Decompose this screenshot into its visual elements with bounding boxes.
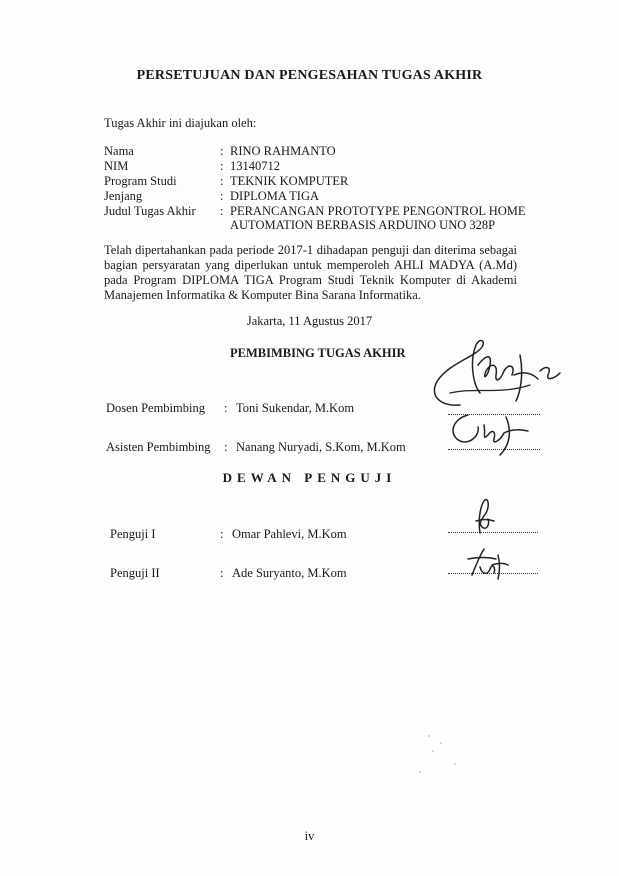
field-value: PERANCANGAN PROTOTYPE PENGONTROL HOME AUTOMATION BERBASIS ARDUINO UNO 328P (230, 204, 526, 232)
signature-dosen-pembimbing (420, 335, 570, 415)
asisten-pembimbing-row (106, 440, 406, 455)
field-value: DIPLOMA TIGA (230, 189, 320, 203)
person-name: Toni Sukendar, M.Kom (236, 401, 355, 415)
paper-speck (419, 771, 421, 773)
field-row-program-studi (104, 174, 550, 189)
field-row-nim (104, 159, 550, 174)
field-colon: : (220, 174, 224, 188)
field-label: Judul Tugas Akhir (104, 204, 196, 218)
approval-paragraph: Telah dipertahankan pada periode 2017-1 dihadapan penguji dan diterima sebagai bagian persyaratan yang diperlukan untuk memperoleh AHLI MADYA (A.Md) pada Program DIPLOMA TIGA Program Studi Teknik Komputer di Akademi Manajemen Informatika & Komputer Bina Sarana Informatika. (104, 243, 517, 302)
field-label: Nama (104, 144, 134, 158)
role-colon: : (224, 440, 228, 454)
role-label: Asisten Pembimbing (106, 440, 211, 454)
intro-text: Tugas Akhir ini diajukan oleh: (104, 116, 257, 130)
role-label: Dosen Pembimbing (106, 401, 205, 415)
signature-asisten-pembimbing (440, 405, 540, 460)
role-colon: : (224, 401, 228, 415)
dewan-penguji-heading: DEWAN PENGUJI (222, 470, 397, 485)
person-name: Ade Suryanto, M.Kom (232, 566, 347, 580)
paper-speck (428, 735, 430, 737)
field-row-jenjang (104, 189, 550, 204)
field-value: TEKNIK KOMPUTER (230, 174, 349, 188)
person-name: Omar Pahlevi, M.Kom (232, 527, 347, 541)
role-label: Penguji II (110, 566, 160, 580)
field-colon: : (220, 189, 224, 203)
signature-penguji-1 (468, 497, 498, 537)
paper-speck (454, 763, 456, 765)
role-label: Penguji I (110, 527, 156, 541)
page-title: PERSETUJUAN DAN PENGESAHAN TUGAS AKHIR (136, 68, 483, 83)
field-value: 13140712 (230, 159, 280, 173)
field-colon: : (220, 144, 224, 158)
role-colon: : (220, 527, 224, 541)
pembimbing-heading: PEMBIMBING TUGAS AKHIR (230, 346, 406, 360)
person-name: Nanang Nuryadi, S.Kom, M.Kom (236, 440, 406, 454)
field-label: Program Studi (104, 174, 177, 188)
penguji-2-row (110, 566, 347, 581)
page-number: iv (304, 829, 315, 843)
paper-speck (440, 742, 442, 744)
field-value: RINO RAHMANTO (230, 144, 336, 158)
signature-penguji-2 (462, 545, 512, 583)
field-colon: : (220, 159, 224, 173)
field-row-nama (104, 144, 550, 159)
dosen-pembimbing-row (106, 401, 354, 416)
field-row-judul (104, 204, 540, 232)
penguji-1-row (110, 527, 347, 542)
field-colon: : (220, 204, 224, 218)
paper-speck (432, 750, 434, 752)
field-label: Jenjang (104, 189, 143, 203)
field-label: NIM (104, 159, 129, 173)
role-colon: : (220, 566, 224, 580)
place-date: Jakarta, 11 Agustus 2017 (246, 314, 373, 328)
